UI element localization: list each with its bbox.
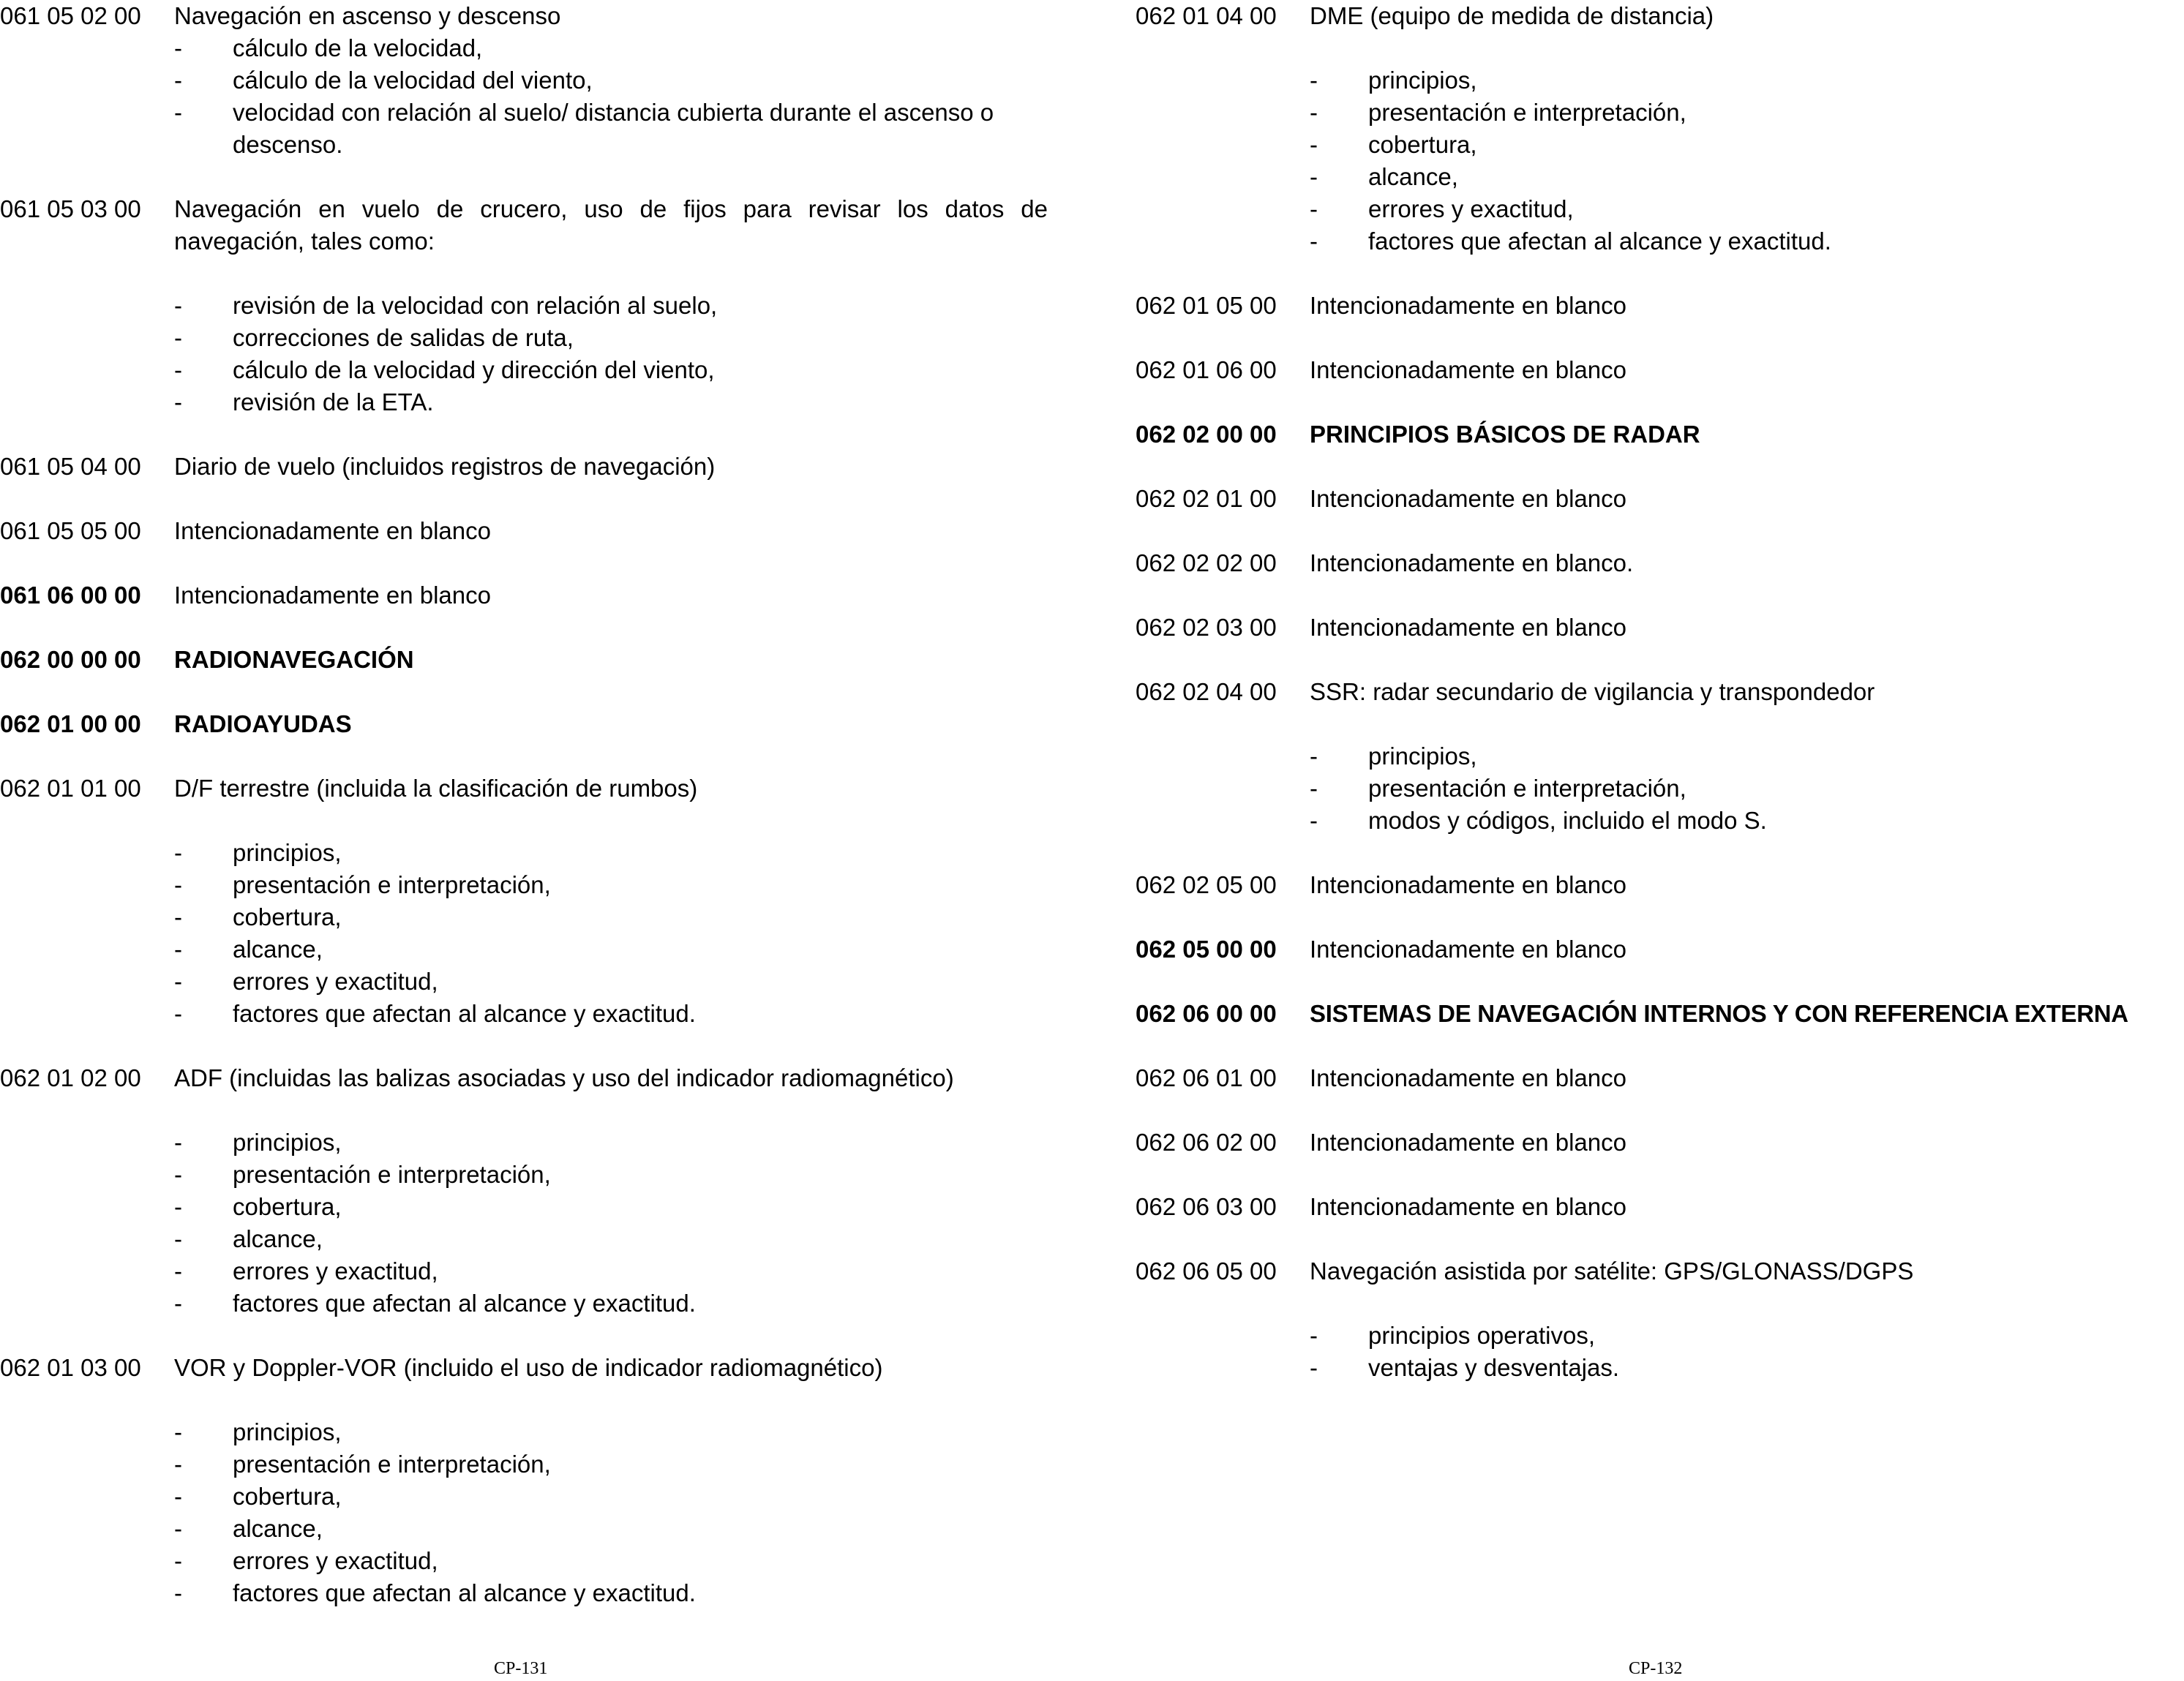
list-item-text: principios, — [1368, 742, 1477, 770]
bullet-dash: - — [1310, 195, 1318, 222]
section-heading — [1136, 418, 2184, 451]
list-item-text: principios, — [233, 839, 342, 866]
entry-title: Intencionadamente en blanco — [1310, 292, 1626, 319]
list-item-text: errores y exactitud, — [233, 1257, 438, 1285]
list-item — [174, 1287, 1048, 1320]
list-item-text: revisión de la ETA. — [233, 388, 434, 415]
bullet-list — [0, 290, 1048, 418]
entry-code: 062 01 04 00 — [1136, 2, 1277, 29]
list-item-text: presentación e interpretación, — [1368, 775, 1686, 802]
list-item-text: cobertura, — [1368, 131, 1477, 158]
syllabus-entry — [1136, 1191, 2184, 1223]
list-item — [174, 322, 1048, 354]
entry-title: RADIONAVEGACIÓN — [174, 646, 414, 673]
list-item — [174, 998, 1048, 1030]
entry-title: SISTEMAS DE NAVEGACIÓN INTERNOS Y CON REFERENCIA EXTERNA — [1310, 1000, 2128, 1027]
syllabus-entry — [1136, 1062, 2184, 1094]
list-item — [174, 1223, 1048, 1255]
left-page-column — [0, 0, 1048, 1641]
entry-title: Navegación asistida por satélite: GPS/GLONASS/DGPS — [1310, 1257, 1914, 1285]
entry-title: SSR: radar secundario de vigilancia y transpondedor — [1310, 678, 1875, 705]
bullet-dash: - — [1310, 227, 1318, 255]
list-item — [174, 901, 1048, 933]
syllabus-entry — [0, 579, 1048, 612]
entry-title: D/F terrestre (incluida la clasificación de rumbos) — [174, 775, 698, 802]
bullet-dash: - — [1310, 807, 1318, 834]
list-item — [174, 933, 1048, 966]
list-item-text: presentación e interpretación, — [1368, 99, 1686, 126]
list-item-text: principios operativos, — [1368, 1322, 1595, 1349]
entry-code: 062 05 00 00 — [1136, 936, 1277, 963]
list-item — [174, 1191, 1048, 1223]
syllabus-entry — [1136, 869, 2184, 901]
bullet-dash: - — [174, 99, 182, 126]
syllabus-entry — [0, 0, 1048, 161]
entry-title: Intencionadamente en blanco — [174, 517, 491, 544]
bullet-list — [0, 1127, 1048, 1320]
syllabus-entry — [1136, 483, 2184, 515]
list-item-text: presentación e interpretación, — [233, 1161, 551, 1188]
entry-title: ADF (incluidas las balizas asociadas y uso del indicador radiomagnético) — [174, 1064, 954, 1091]
entry-title: Intencionadamente en blanco — [1310, 1064, 1626, 1091]
bullet-dash: - — [174, 1451, 182, 1478]
syllabus-entry — [0, 515, 1048, 547]
list-item — [1310, 1352, 2184, 1384]
syllabus-entry — [1136, 1127, 2184, 1159]
list-item-text: errores y exactitud, — [1368, 195, 1574, 222]
bullet-dash: - — [1310, 1354, 1318, 1381]
list-item-text: principios, — [1368, 67, 1477, 94]
list-item — [174, 1416, 1048, 1448]
list-item-text: cobertura, — [233, 1193, 342, 1220]
entry-code: 062 02 02 00 — [1136, 549, 1277, 576]
entry-title: Intencionadamente en blanco — [1310, 1193, 1626, 1220]
entry-code: 062 01 05 00 — [1136, 292, 1277, 319]
bullet-dash: - — [174, 1290, 182, 1317]
entry-code: 062 02 04 00 — [1136, 678, 1277, 705]
list-item — [174, 32, 1048, 64]
entry-title: VOR y Doppler-VOR (incluido el uso de indicador radiomagnético) — [174, 1354, 883, 1381]
entry-title: Navegación en vuelo de crucero, uso de fijos para revisar los datos de navegación, tales como: — [174, 195, 1048, 255]
entry-code: 062 01 02 00 — [0, 1064, 141, 1091]
bullet-dash: - — [1310, 131, 1318, 158]
bullet-dash: - — [174, 1579, 182, 1606]
list-item — [1310, 161, 2184, 193]
list-item-text: presentación e interpretación, — [233, 1451, 551, 1478]
bullet-dash: - — [174, 356, 182, 383]
list-item — [174, 966, 1048, 998]
bullet-list — [1136, 64, 2184, 257]
list-item-text: errores y exactitud, — [233, 1547, 438, 1574]
bullet-list — [0, 837, 1048, 1030]
bullet-dash: - — [174, 1515, 182, 1542]
list-item-text: velocidad con relación al suelo/ distancia cubierta durante el ascenso o descenso. — [233, 99, 994, 158]
entry-title: Intencionadamente en blanco — [174, 582, 491, 609]
bullet-dash: - — [174, 67, 182, 94]
entry-title: Navegación en ascenso y descenso — [174, 2, 561, 29]
bullet-dash: - — [174, 1483, 182, 1510]
entry-code: 062 06 01 00 — [1136, 1064, 1277, 1091]
syllabus-entry — [1136, 547, 2184, 579]
list-item — [1310, 772, 2184, 805]
entry-title: Intencionadamente en blanco — [1310, 1129, 1626, 1156]
syllabus-entry — [1136, 0, 2184, 257]
list-item-text: cobertura, — [233, 903, 342, 930]
syllabus-entry — [1136, 612, 2184, 644]
bullet-dash: - — [1310, 163, 1318, 190]
entry-code: 062 06 03 00 — [1136, 1193, 1277, 1220]
list-item — [174, 1481, 1048, 1513]
page-number-left: CP-131 — [494, 1659, 548, 1678]
syllabus-entry — [1136, 290, 2184, 322]
bullet-dash: - — [174, 1547, 182, 1574]
list-item — [174, 1127, 1048, 1159]
bullet-list — [1136, 740, 2184, 837]
bullet-dash: - — [174, 936, 182, 963]
entry-code: 062 02 05 00 — [1136, 871, 1277, 898]
list-item — [174, 869, 1048, 901]
entry-title: Intencionadamente en blanco — [1310, 356, 1626, 383]
bullet-list — [0, 32, 1048, 161]
list-item-text: factores que afectan al alcance y exactitud. — [233, 1579, 696, 1606]
bullet-dash: - — [1310, 67, 1318, 94]
list-item-text: presentación e interpretación, — [233, 871, 551, 898]
list-item — [1310, 64, 2184, 97]
list-item-text: principios, — [233, 1129, 342, 1156]
syllabus-entry — [1136, 933, 2184, 966]
list-item — [174, 354, 1048, 386]
list-item — [174, 1577, 1048, 1609]
list-item-text: alcance, — [1368, 163, 1458, 190]
list-item-text: cálculo de la velocidad, — [233, 34, 483, 61]
list-item — [1310, 740, 2184, 772]
list-item-text: alcance, — [233, 936, 323, 963]
entry-title: PRINCIPIOS BÁSICOS DE RADAR — [1310, 421, 1700, 448]
bullet-dash: - — [174, 903, 182, 930]
bullet-list — [0, 1416, 1048, 1609]
bullet-list — [1136, 1320, 2184, 1384]
bullet-dash: - — [174, 839, 182, 866]
syllabus-entry — [1136, 1255, 2184, 1384]
entry-code: 062 06 02 00 — [1136, 1129, 1277, 1156]
section-heading — [1136, 998, 2184, 1030]
page-number-right: CP-132 — [1629, 1659, 1683, 1678]
list-item-text: ventajas y desventajas. — [1368, 1354, 1620, 1381]
bullet-dash: - — [174, 1225, 182, 1252]
bullet-dash: - — [1310, 775, 1318, 802]
bullet-dash: - — [1310, 99, 1318, 126]
entry-code: 062 02 03 00 — [1136, 614, 1277, 641]
section-heading — [0, 644, 1048, 676]
list-item — [174, 64, 1048, 97]
list-item-text: principios, — [233, 1418, 342, 1445]
list-item — [174, 386, 1048, 418]
entry-code: 062 02 00 00 — [1136, 421, 1277, 448]
list-item-text: modos y códigos, incluido el modo S. — [1368, 807, 1767, 834]
list-item-text: alcance, — [233, 1515, 323, 1542]
list-item — [1310, 1320, 2184, 1352]
bullet-dash: - — [174, 1129, 182, 1156]
list-item — [174, 837, 1048, 869]
entry-title: DME (equipo de medida de distancia) — [1310, 2, 1714, 29]
entry-code: 061 06 00 00 — [0, 582, 141, 609]
list-item — [174, 1255, 1048, 1287]
list-item-text: factores que afectan al alcance y exactitud. — [1368, 227, 1831, 255]
entry-title: Intencionadamente en blanco — [1310, 936, 1626, 963]
list-item — [174, 1448, 1048, 1481]
entry-code: 062 01 01 00 — [0, 775, 141, 802]
bullet-dash: - — [174, 1161, 182, 1188]
entry-code: 062 06 00 00 — [1136, 1000, 1277, 1027]
list-item — [174, 1159, 1048, 1191]
list-item — [1310, 129, 2184, 161]
entry-code: 062 01 00 00 — [0, 710, 141, 737]
entry-code: 061 05 04 00 — [0, 453, 141, 480]
syllabus-entry — [0, 1352, 1048, 1609]
list-item — [1310, 193, 2184, 225]
list-item-text: alcance, — [233, 1225, 323, 1252]
bullet-dash: - — [1310, 1322, 1318, 1349]
entry-code: 062 01 03 00 — [0, 1354, 141, 1381]
bullet-dash: - — [1310, 742, 1318, 770]
bullet-dash: - — [174, 34, 182, 61]
entry-code: 062 01 06 00 — [1136, 356, 1277, 383]
bullet-dash: - — [174, 1193, 182, 1220]
syllabus-entry — [0, 451, 1048, 483]
list-item-text: cálculo de la velocidad y dirección del viento, — [233, 356, 715, 383]
bullet-dash: - — [174, 871, 182, 898]
list-item-text: factores que afectan al alcance y exactitud. — [233, 1290, 696, 1317]
list-item — [1310, 225, 2184, 257]
bullet-dash: - — [174, 324, 182, 351]
bullet-dash: - — [174, 1257, 182, 1285]
entry-code: 062 06 05 00 — [1136, 1257, 1277, 1285]
right-page-column — [1136, 0, 2184, 1416]
list-item — [174, 1545, 1048, 1577]
list-item — [174, 290, 1048, 322]
syllabus-entry — [0, 1062, 1048, 1320]
entry-title: Intencionadamente en blanco — [1310, 871, 1626, 898]
list-item-text: correcciones de salidas de ruta, — [233, 324, 574, 351]
list-item-text: factores que afectan al alcance y exactitud. — [233, 1000, 696, 1027]
bullet-dash: - — [174, 1418, 182, 1445]
entry-code: 062 02 01 00 — [1136, 485, 1277, 512]
entry-code: 061 05 03 00 — [0, 195, 141, 222]
entry-code: 061 05 02 00 — [0, 2, 141, 29]
list-item-text: cobertura, — [233, 1483, 342, 1510]
entry-title: Intencionadamente en blanco — [1310, 614, 1626, 641]
section-heading — [0, 708, 1048, 740]
list-item — [174, 1513, 1048, 1545]
bullet-dash: - — [174, 388, 182, 415]
syllabus-entry — [1136, 354, 2184, 386]
list-item — [174, 97, 1048, 161]
bullet-dash: - — [174, 1000, 182, 1027]
bullet-dash: - — [174, 968, 182, 995]
syllabus-entry — [0, 193, 1048, 418]
entry-title: Intencionadamente en blanco. — [1310, 549, 1634, 576]
entry-title: RADIOAYUDAS — [174, 710, 352, 737]
entry-code: 061 05 05 00 — [0, 517, 141, 544]
list-item-text: cálculo de la velocidad del viento, — [233, 67, 593, 94]
list-item — [1310, 97, 2184, 129]
entry-title: Intencionadamente en blanco — [1310, 485, 1626, 512]
syllabus-entry — [1136, 676, 2184, 837]
list-item-text: errores y exactitud, — [233, 968, 438, 995]
entry-title: Diario de vuelo (incluidos registros de navegación) — [174, 453, 716, 480]
entry-code: 062 00 00 00 — [0, 646, 141, 673]
bullet-dash: - — [174, 292, 182, 319]
list-item — [1310, 805, 2184, 837]
list-item-text: revisión de la velocidad con relación al suelo, — [233, 292, 718, 319]
syllabus-entry — [0, 772, 1048, 1030]
